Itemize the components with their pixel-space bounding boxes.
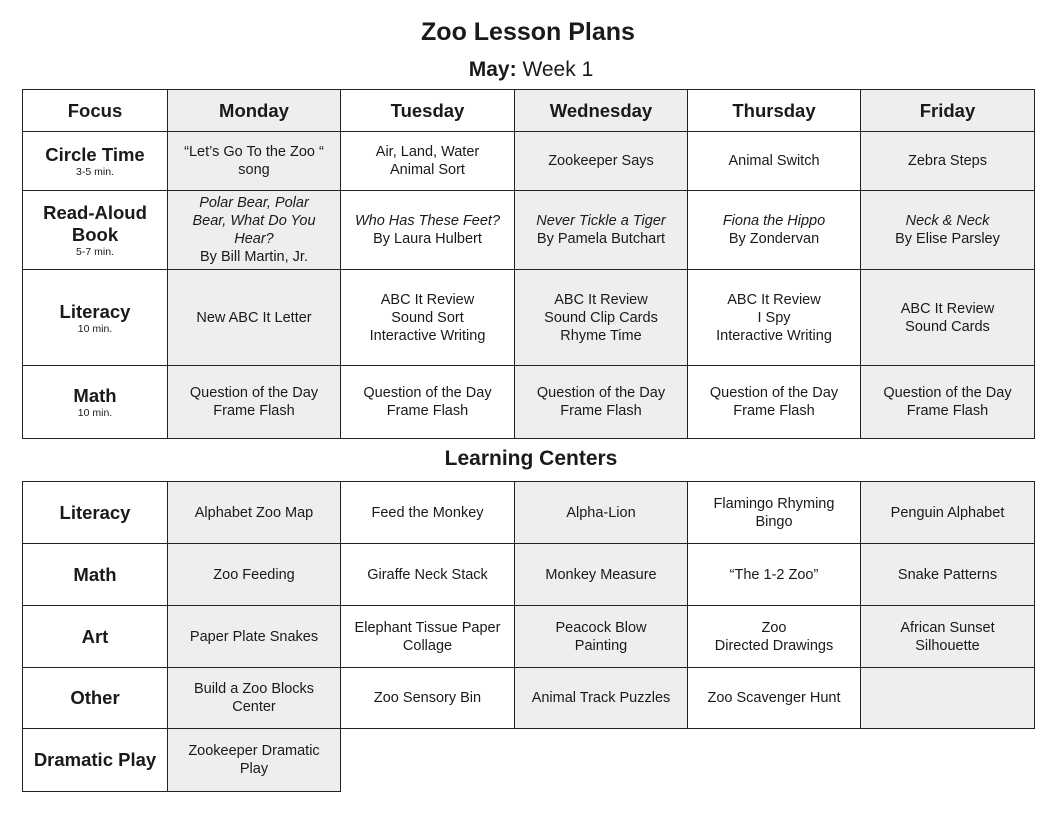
center-activity-line: Elephant Tissue Paper — [354, 619, 501, 636]
plan-cell-monday — [168, 132, 341, 191]
center-cell-thursday — [688, 544, 861, 606]
activity-line: Interactive Writing — [369, 327, 486, 344]
center-activity-line: Collage — [402, 637, 453, 654]
activity-line: Sound Cards — [905, 318, 990, 335]
focus-duration: 3-5 min. — [76, 166, 114, 178]
center-activity-line: Peacock Blow — [555, 619, 647, 636]
center-activity-line: African Sunset — [900, 619, 995, 636]
center-activity-line: Silhouette — [915, 637, 980, 654]
header-wednesday: Wednesday — [515, 90, 688, 132]
header-friday: Friday — [861, 90, 1035, 132]
center-activity-line: Paper Plate Snakes — [189, 628, 319, 645]
header-thursday: Thursday — [688, 90, 861, 132]
center-activity-line: Penguin Alphabet — [890, 504, 1005, 521]
plan-cell-thursday — [688, 191, 861, 270]
plan-row — [23, 191, 1035, 270]
center-row — [23, 606, 1035, 668]
page-subtitle — [0, 58, 1056, 82]
activity-line: Question of the Day — [883, 385, 1012, 401]
plan-cell-monday — [168, 270, 341, 366]
center-cell-tuesday — [341, 544, 515, 606]
focus-duration: 10 min. — [77, 322, 113, 335]
focus-name: Literacy — [59, 300, 131, 322]
activity-line: Frame Flash — [733, 403, 815, 419]
center-activity-line: Feed the Monkey — [371, 504, 484, 521]
activity-line: Zebra Steps — [908, 153, 987, 169]
activity-line: Air, Land, Water — [375, 144, 480, 160]
book-title-line: Neck & Neck — [905, 213, 990, 229]
learning-centers-table — [22, 481, 1035, 792]
empty-cell — [515, 729, 688, 792]
activity-line: Frame Flash — [386, 403, 469, 419]
empty-cell — [688, 729, 861, 792]
center-cell-friday — [861, 606, 1035, 668]
center-activity-line: Directed Drawings — [714, 637, 834, 654]
focus-duration: 10 min. — [77, 407, 113, 419]
plan-cell-thursday — [688, 366, 861, 439]
center-cell-friday — [861, 544, 1035, 606]
book-title-line: Bear, What Do You — [192, 213, 316, 229]
header-row — [23, 90, 1035, 132]
header-focus: Focus — [23, 90, 168, 132]
center-activity-line: Snake Patterns — [897, 566, 998, 583]
activity-line: Question of the Day — [709, 385, 839, 401]
header-tuesday: Tuesday — [341, 90, 515, 132]
focus-name: Math — [73, 385, 117, 406]
center-activity-line: Bingo — [755, 513, 793, 530]
center-focus-label: Dramatic Play — [23, 729, 168, 792]
activity-line: By Zondervan — [728, 231, 820, 247]
activity-line: ABC It Review — [554, 291, 648, 308]
center-focus-label: Art — [23, 606, 168, 668]
activity-line: Rhyme Time — [560, 327, 642, 344]
activity-line: By Bill Martin, Jr. — [200, 249, 308, 265]
center-focus-label: Other — [23, 668, 168, 729]
book-title-line: Never Tickle a Tiger — [536, 213, 666, 229]
activity-line: “Let’s Go To the Zoo “ — [184, 144, 324, 160]
plan-cell-thursday — [688, 270, 861, 366]
center-cell-monday — [168, 544, 341, 606]
center-activity-line: Giraffe Neck Stack — [367, 566, 488, 583]
center-cell-tuesday — [341, 482, 515, 544]
center-cell-thursday — [688, 668, 861, 729]
center-activity-line: Build a Zoo Blocks — [193, 681, 315, 697]
plan-cell-thursday — [688, 132, 861, 191]
center-cell-friday — [861, 482, 1035, 544]
center-cell-tuesday — [341, 606, 515, 668]
center-activity-line: Zoo Sensory Bin — [373, 690, 482, 706]
activity-line: ABC It Review — [727, 291, 821, 308]
plan-cell-tuesday — [341, 132, 515, 191]
empty-cell — [861, 729, 1035, 792]
activity-line: By Elise Parsley — [895, 231, 1000, 247]
row-focus-label — [23, 191, 168, 270]
plan-cell-tuesday — [341, 366, 515, 439]
plan-cell-wednesday — [515, 270, 688, 366]
center-row — [23, 482, 1035, 544]
activity-line: Question of the Day — [536, 385, 666, 401]
center-row — [23, 668, 1035, 729]
center-activity-line: Zoo — [761, 619, 787, 636]
activity-line: Zookeeper Says — [548, 153, 654, 169]
plan-cell-wednesday — [515, 132, 688, 191]
activity-line: By Pamela Butchart — [536, 231, 666, 247]
center-activity-line: Flamingo Rhyming — [713, 495, 835, 512]
activity-line: By Laura Hulbert — [373, 231, 482, 247]
plan-cell-monday — [168, 366, 341, 439]
center-cell-monday — [168, 668, 341, 729]
center-cell-monday — [168, 606, 341, 668]
empty-cell — [341, 729, 515, 792]
center-focus-label: Literacy — [23, 482, 168, 544]
plan-cell-tuesday — [341, 270, 515, 366]
header-monday: Monday — [168, 90, 341, 132]
activity-line: Frame Flash — [213, 403, 295, 419]
book-title-line: Fiona the Hippo — [722, 213, 826, 229]
book-title-line: Who Has These Feet? — [354, 213, 501, 229]
center-cell-wednesday — [515, 482, 688, 544]
week-label: Week 1 — [522, 58, 594, 81]
center-cell-monday — [168, 482, 341, 544]
activity-line: Sound Sort — [391, 309, 464, 326]
center-activity-line: Animal Track Puzzles — [531, 690, 671, 706]
center-cell-wednesday — [515, 544, 688, 606]
center-activity-line: Alphabet Zoo Map — [194, 504, 314, 521]
center-row — [23, 729, 1035, 792]
month-label: May: — [468, 58, 517, 81]
book-title-line: Polar Bear, Polar — [199, 195, 309, 211]
center-activity-line: “The 1-2 Zoo” — [729, 566, 819, 583]
focus-name: Read-Aloud Book — [43, 202, 147, 245]
plan-row — [23, 366, 1035, 439]
center-focus-label: Math — [23, 544, 168, 606]
plan-cell-monday — [168, 191, 341, 270]
center-activity-line: Play — [239, 761, 269, 777]
book-title-line: Hear? — [234, 231, 274, 247]
focus-name: Circle Time — [45, 144, 145, 165]
center-activity-line: Zookeeper Dramatic — [188, 743, 320, 759]
center-cell-wednesday — [515, 606, 688, 668]
activity-line: song — [238, 162, 270, 178]
activity-line: Animal Switch — [728, 153, 820, 169]
center-activity-line: Center — [232, 699, 276, 715]
activity-line: Question of the Day — [363, 385, 492, 401]
activity-line: Interactive Writing — [716, 327, 832, 344]
center-activity-line: Alpha-Lion — [566, 504, 636, 521]
activity-line: I Spy — [757, 309, 791, 326]
plan-cell-tuesday — [341, 191, 515, 270]
center-cell-wednesday — [515, 668, 688, 729]
row-focus-label — [23, 366, 168, 439]
center-cell-thursday — [688, 482, 861, 544]
activity-line: Animal Sort — [390, 162, 465, 178]
plan-cell-friday — [861, 132, 1035, 191]
activity-line: ABC It Review — [380, 291, 475, 308]
activity-line: Sound Clip Cards — [544, 309, 658, 326]
row-focus-label — [23, 270, 168, 366]
center-row — [23, 544, 1035, 606]
activity-line: ABC It Review — [900, 300, 995, 317]
center-cell-monday — [168, 729, 341, 792]
center-cell-friday — [861, 668, 1035, 729]
center-cell-tuesday — [341, 668, 515, 729]
plan-cell-friday — [861, 366, 1035, 439]
plan-cell-friday — [861, 270, 1035, 366]
activity-line: Question of the Day — [189, 385, 319, 401]
activity-line: New ABC It Letter — [196, 309, 312, 326]
page-title: Zoo Lesson Plans — [421, 18, 635, 46]
center-activity-line: Zoo Scavenger Hunt — [707, 690, 841, 706]
plan-cell-wednesday — [515, 191, 688, 270]
lesson-plan-table — [22, 89, 1035, 439]
row-focus-label — [23, 132, 168, 191]
plan-cell-friday — [861, 191, 1035, 270]
plan-row — [23, 132, 1035, 191]
activity-line: Frame Flash — [906, 403, 989, 419]
center-cell-thursday — [688, 606, 861, 668]
center-activity-line: Monkey Measure — [545, 566, 657, 583]
center-activity-line: Zoo Feeding — [213, 566, 295, 583]
focus-duration: 5-7 min. — [76, 246, 114, 258]
plan-row — [23, 270, 1035, 366]
learning-centers-title: Learning Centers — [444, 447, 618, 470]
activity-line: Frame Flash — [560, 403, 642, 419]
plan-cell-wednesday — [515, 366, 688, 439]
center-activity-line: Painting — [574, 637, 628, 654]
